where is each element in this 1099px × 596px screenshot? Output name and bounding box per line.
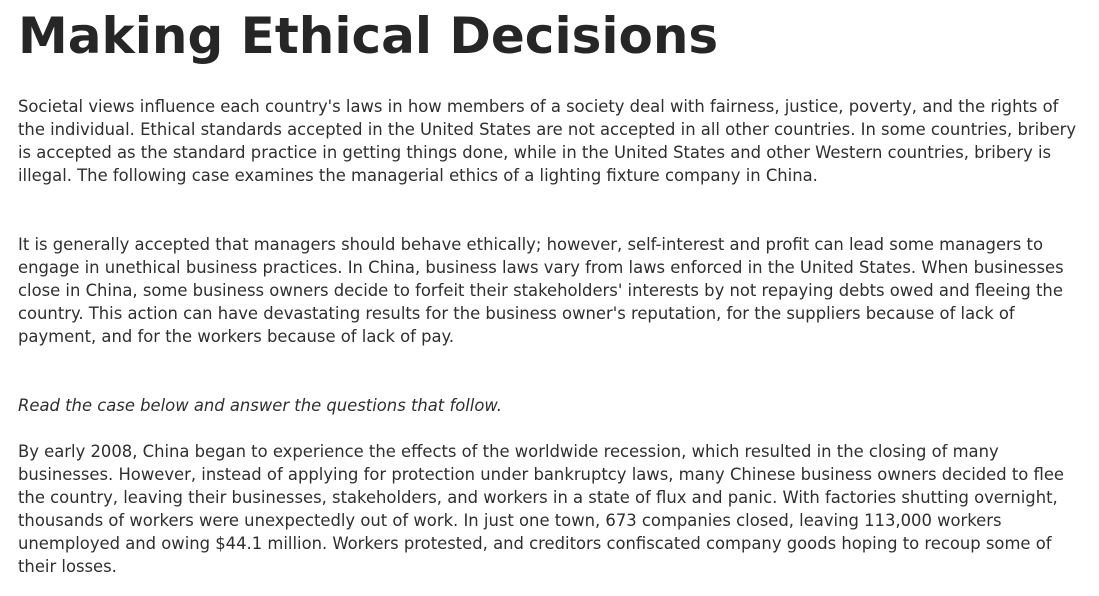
- page-title: Making Ethical Decisions: [18, 7, 719, 65]
- case-paragraph: By early 2008, China began to experience the effects of the worldwide recession, which resulted in the closing of many businesses. However, instead of applying for protection under bankruptcy laws, many Chinese business owners decided to flee the country, leaving their businesses, stakeholders, and workers in a state of flux and panic. With factories shutting overnight, thousands of workers were unexpectedly out of work. In just one town, 673 companies closed, leaving 113,000 workers unemployed and owing $44.1 million. Workers protested, and creditors confiscated company goods hoping to recoup some of their losses.: [18, 442, 1065, 576]
- intro-paragraph: Societal views influence each country's laws in how members of a society deal with fairness, justice, poverty, and the rights of the individual. Ethical standards accepted in the United States are not accepted in all other countries. In some countries, bribery is accepted as the standard practice in getting things done, while in the United States and other Western countries, bribery is illegal. The following case examines the managerial ethics of a lighting fixture company in China.: [18, 97, 1077, 185]
- instruction-text: Read the case below and answer the questions that follow.: [18, 396, 502, 415]
- context-paragraph: It is generally accepted that managers should behave ethically; however, self-interest and profit can lead some managers to engage in unethical business practices. In China, business laws vary from laws enforced in the United States. When businesses close in China, some business owners decide to forfeit their stakeholders' interests by not repaying debts owed and fleeing the country. This action can have devastating results for the business owner's reputation, for the suppliers because of lack of payment, and for the workers because of lack of pay.: [18, 235, 1064, 346]
